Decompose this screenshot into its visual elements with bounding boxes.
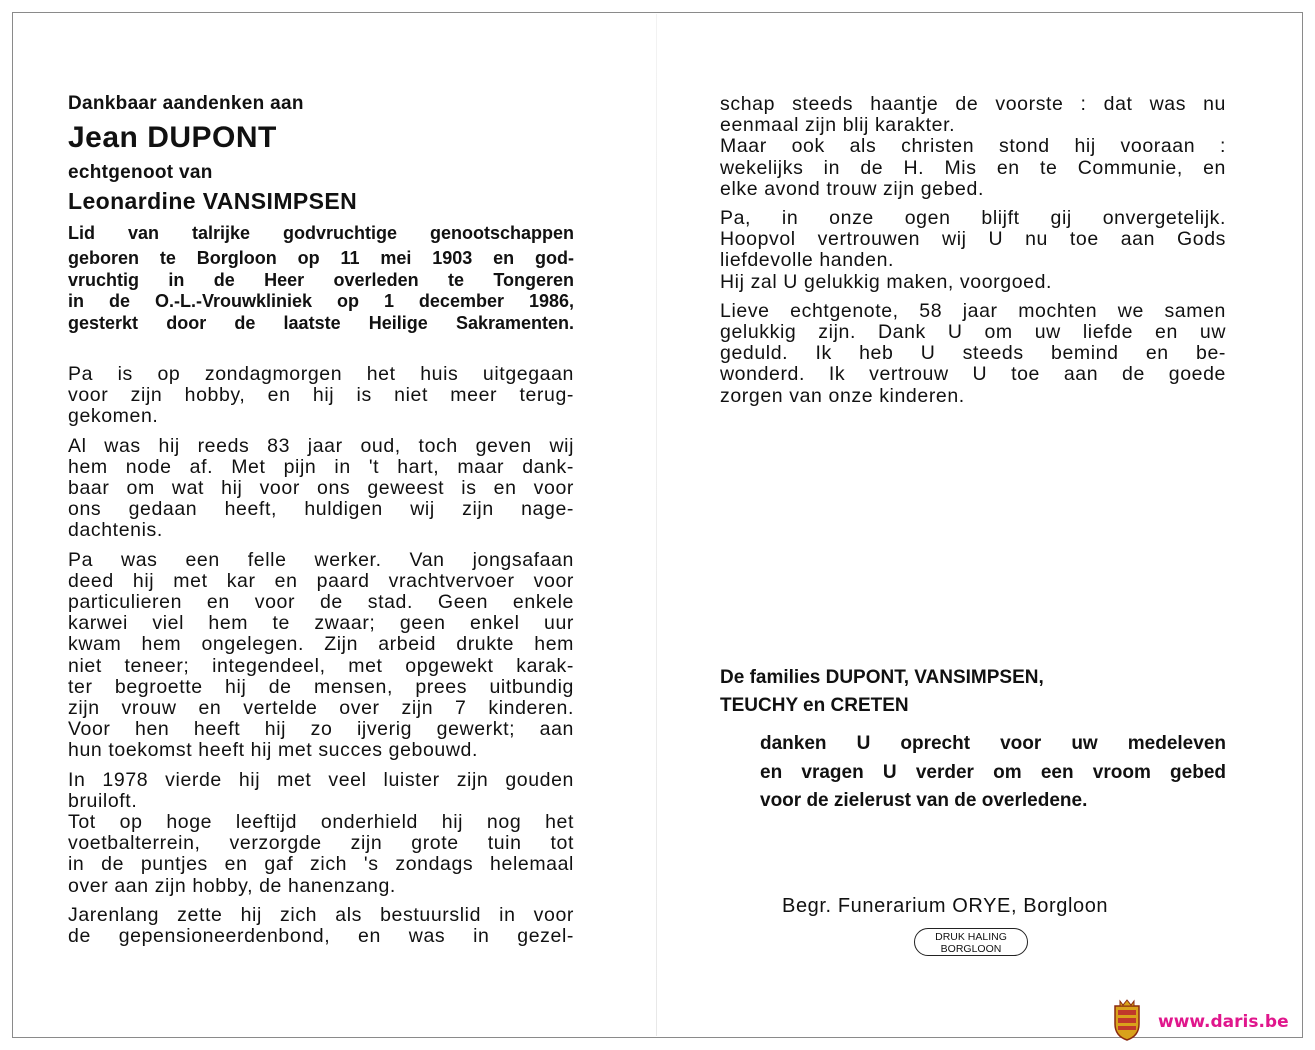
printer-line-2: BORGLOON [940, 943, 1002, 955]
center-fold [656, 14, 657, 1036]
spouse-intro: echtgenoot van [68, 162, 213, 183]
body-line: geduld. Ik heb U steeds bemind en be- [720, 342, 1226, 365]
body-line: in de puntjes en gaf zich 's zondags helemaal [68, 853, 574, 876]
body-line: schap steeds haantje de voorste : dat was nu [720, 93, 1226, 115]
body-line: wonderd. Ik vertrouw U toe aan de goede [720, 363, 1226, 386]
body-line: Tot op hoge leeftijd onderhield hij nog het [68, 811, 574, 834]
body-line: Pa was een felle werker. Van jongsafaan [68, 548, 574, 571]
body-line: kwam hem ongelegen. Zijn arbeid drukte hem [68, 633, 574, 656]
families-line-1: De families DUPONT, VANSIMPSEN, [720, 667, 1044, 688]
body-line: liefdevolle handen. [720, 249, 895, 272]
facts-line: vruchtig in de Heer overleden te Tongeren [68, 269, 574, 290]
body-paragraph [68, 550, 574, 762]
thanks-line: voor de zielerust van de overledene. [760, 790, 1088, 811]
body-line: dachtenis. [68, 519, 163, 542]
body-paragraph [68, 905, 574, 947]
body-paragraph [68, 364, 574, 428]
printer-line-1: DRUK HALING [935, 931, 1007, 943]
body-line: Jarenlang zette hij zich als bestuurslid in voor [68, 903, 574, 926]
thanks-line: en vragen U verder om een vroom gebed [760, 761, 1226, 783]
facts-line: geboren te Borgloon op 11 mei 1903 en god- [68, 248, 574, 268]
body-line: In 1978 vierde hij met veel luister zijn gouden [68, 768, 574, 791]
body-paragraph [720, 208, 1226, 293]
intro-text: Dankbaar aandenken aan [68, 93, 304, 114]
daris-crest-icon [1112, 998, 1142, 1042]
spouse-name: Leonardine VANSIMPSEN [68, 188, 358, 214]
body-line: zijn vrouw en vertelde over zijn 7 kinderen. [68, 697, 574, 720]
body-line: gekomen. [68, 405, 159, 428]
families-line-2: TEUCHY en CRETEN [720, 695, 909, 716]
body-line: wekelijks in de H. Mis en te Communie, en [720, 156, 1226, 179]
body-line: gelukkig zijn. Dank U om uw liefde en uw [720, 321, 1226, 344]
body-paragraph [68, 436, 574, 542]
body-line: baar om wat hij voor ons geweest is en voor [68, 477, 574, 500]
deceased-name: Jean DUPONT [68, 121, 277, 154]
watermark-url: www.daris.be [1158, 1012, 1289, 1032]
body-line: Pa is op zondagmorgen het huis uitgegaan [68, 363, 574, 385]
left-body-text [68, 364, 574, 947]
body-line: Maar ook als christen stond hij vooraan : [720, 135, 1226, 158]
body-line: ons gedaan heeft, huldigen wij zijn nage- [68, 498, 574, 521]
body-line: Pa, in onze ogen blijft gij onvergetelijk. [720, 207, 1226, 230]
body-line: over aan zijn hobby, de hanenzang. [68, 874, 396, 897]
body-line: Al was hij reeds 83 jaar oud, toch geven wij [68, 434, 574, 457]
membership-line: Lid van talrijke godvruchtige genootschappen [68, 223, 574, 243]
families-heading [720, 664, 1140, 720]
body-paragraph [720, 94, 1226, 200]
body-line: niet teneer; integendeel, met opgewekt karak- [68, 654, 574, 677]
printer-stamp [914, 928, 1028, 956]
undertaker-credit: Begr. Funerarium ORYE, Borgloon [782, 895, 1109, 917]
body-line: hun toekomst heeft hij met succes gebouwd. [68, 739, 479, 762]
body-line: voetbalterrein, verzorgde zijn grote tuin tot [68, 832, 574, 855]
body-line: Hij zal U gelukkig maken, voorgoed. [720, 270, 1053, 293]
body-line: eenmaal zijn blij karakter. [720, 114, 956, 137]
body-line: Lieve echtgenote, 58 jaar mochten we samen [720, 299, 1226, 322]
body-line: hem node af. Met pijn in 't hart, maar dank- [68, 455, 574, 478]
body-line: zorgen van onze kinderen. [720, 384, 965, 407]
left-page [68, 90, 574, 955]
body-line: deed hij met kar en paard vrachtvervoer voor [68, 569, 574, 592]
body-paragraph [68, 770, 574, 897]
facts-line: in de O.-L.-Vrouwkliniek op 1 december 1986, [68, 291, 574, 311]
body-line: de gepensioneerdenbond, en was in gezel- [68, 925, 574, 948]
facts-line: gesterkt door de laatste Heilige Sakramenten. [68, 312, 574, 333]
right-body-text [720, 94, 1226, 407]
birth-death-facts [68, 248, 574, 334]
body-line: elke avond trouw zijn gebed. [720, 177, 984, 200]
body-line: bruiloft. [68, 789, 138, 812]
body-line: particulieren en voor de stad. Geen enkele [68, 591, 574, 614]
body-line: Voor hen heeft hij zo ijverig gewerkt; aan [68, 718, 574, 741]
body-paragraph [720, 301, 1226, 407]
body-line: karwei viel hem te zwaar; geen enkel uur [68, 612, 574, 635]
thanks-text [760, 730, 1226, 816]
thanks-line: danken U oprecht voor uw medeleven [760, 733, 1226, 754]
body-line: voor zijn hobby, en hij is niet meer terug- [68, 384, 574, 407]
right-page [720, 94, 1226, 415]
body-line: ter begroette hij de mensen, prees uitbundig [68, 675, 574, 698]
body-line: Hoopvol vertrouwen wij U nu toe aan Gods [720, 228, 1226, 251]
